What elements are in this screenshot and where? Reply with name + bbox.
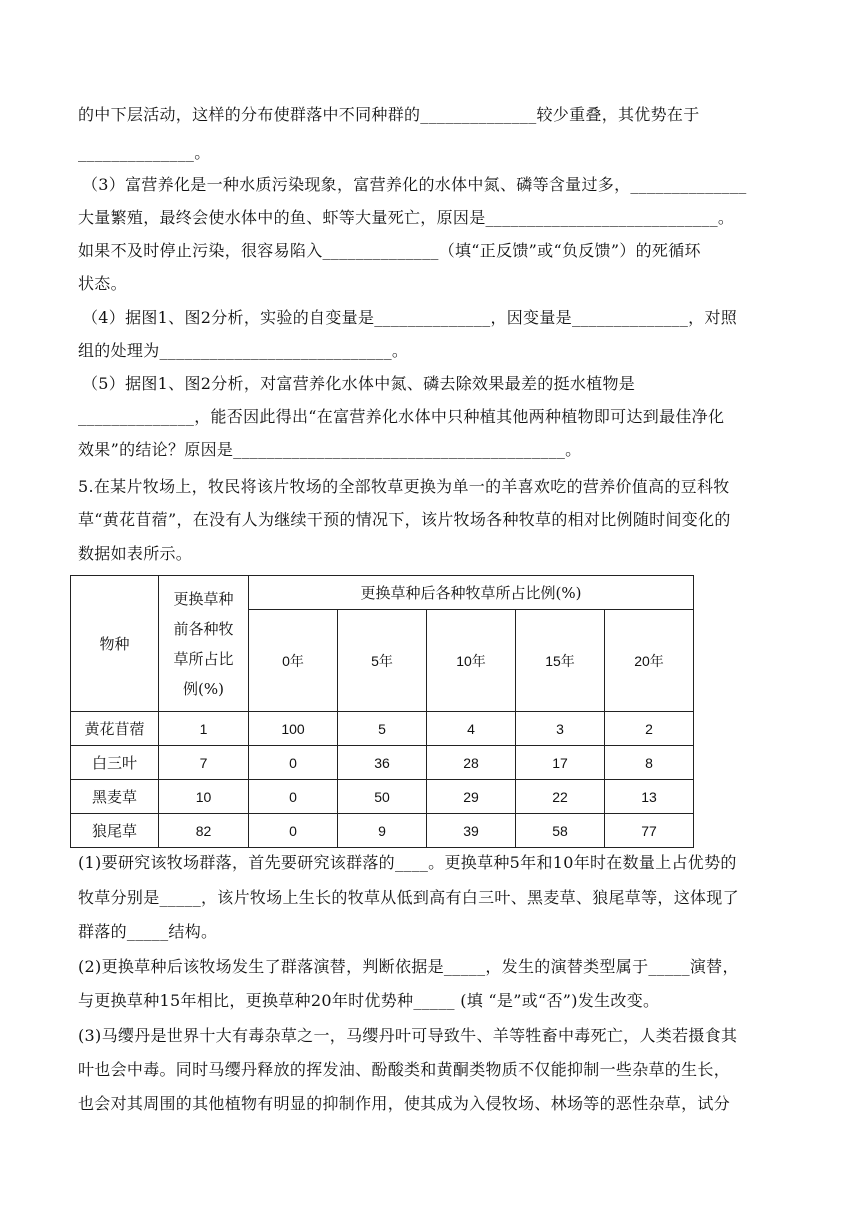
- header-year: 10年: [427, 610, 516, 712]
- question-3-line: (3)马缨丹是世界十大有毒杂草之一，马缨丹叶可导致牛、羊等牲畜中毒死亡，人类若摄食其: [78, 1026, 738, 1045]
- cell-value: 39: [427, 814, 516, 848]
- table-row: [71, 780, 694, 814]
- cell-value: 17: [516, 746, 605, 780]
- cell-value: 5: [338, 712, 427, 746]
- text-line: 也会对其周围的其他植物有明显的抑制作用，使其成为入侵牧场、林场等的恶性杂草，试分: [78, 1094, 731, 1113]
- cell-value: 8: [605, 746, 694, 780]
- cell-value: 0: [249, 780, 338, 814]
- text-line: 数据如表所示。: [78, 544, 193, 563]
- question-1-line: (1)要研究该牧场群落，首先要研究该群落的____。更换草种5年和10年时在数量上占优势的: [78, 853, 737, 872]
- text-line: 群落的_____结构。: [78, 922, 218, 941]
- cell-pre: 1: [159, 712, 249, 746]
- cell-value: 9: [338, 814, 427, 848]
- species-name: 黄花苜蓿: [71, 712, 159, 746]
- text-line: 组的处理为____________________________。: [78, 341, 409, 360]
- header-after-proportion: 更换草种后各种牧草所占比例(%): [249, 576, 694, 610]
- header-species: 物种: [71, 576, 159, 712]
- species-name: 黑麦草: [71, 780, 159, 814]
- cell-value: 0: [249, 814, 338, 848]
- text-line: 草“黄花苜蓿”，在没有人为继续干预的情况下，该片牧场各种牧草的相对比例随时间变化的: [78, 510, 731, 529]
- cell-pre: 7: [159, 746, 249, 780]
- text-line: ______________。: [78, 143, 211, 162]
- text-line: 牧草分别是_____，该片牧场上生长的牧草从低到高有白三叶、黑麦草、狼尾草等，这体现了: [78, 888, 739, 907]
- table-row: [71, 746, 694, 780]
- table-row: [71, 712, 694, 746]
- cell-value: 22: [516, 780, 605, 814]
- header-year: 0年: [249, 610, 338, 712]
- problem-5-line: 5.在某片牧场上，牧民将该片牧场的全部牧草更换为单一的羊喜欢吃的营养价值高的豆科牧: [78, 477, 730, 496]
- cell-value: 58: [516, 814, 605, 848]
- question-2-line: (2)更换草种后该牧场发生了群落演替，判断依据是_____，发生的演替类型属于_____演替，: [78, 957, 739, 976]
- table-row: [71, 814, 694, 848]
- header-year: 15年: [516, 610, 605, 712]
- header-pre-proportion: 更换草种 前各种牧 草所占比 例(%): [159, 576, 249, 712]
- grass-proportion-table: [70, 575, 694, 848]
- text-line: 状态。: [78, 274, 127, 293]
- cell-value: 2: [605, 712, 694, 746]
- cell-value: 36: [338, 746, 427, 780]
- cell-value: 28: [427, 746, 516, 780]
- text-line: 的中下层活动，这样的分布使群落中不同种群的______________较少重叠，其优势在于: [78, 105, 700, 124]
- header-year: 20年: [605, 610, 694, 712]
- cell-pre: 82: [159, 814, 249, 848]
- text-line: 与更换草种15年相比，更换草种20年时优势种_____ (填 “是”或“否”)发生改变。: [78, 991, 660, 1010]
- text-line: 大量繁殖，最终会使水体中的鱼、虾等大量死亡，原因是____________________________。: [78, 208, 735, 227]
- cell-value: 77: [605, 814, 694, 848]
- question-5-line: （5）据图1、图2分析，对富营养化水体中氮、磷去除效果最差的挺水植物是: [82, 374, 636, 393]
- species-name: 白三叶: [71, 746, 159, 780]
- header-year: 5年: [338, 610, 427, 712]
- cell-value: 29: [427, 780, 516, 814]
- cell-pre: 10: [159, 780, 249, 814]
- species-name: 狼尾草: [71, 814, 159, 848]
- cell-value: 3: [516, 712, 605, 746]
- cell-value: 4: [427, 712, 516, 746]
- cell-value: 0: [249, 746, 338, 780]
- cell-value: 13: [605, 780, 694, 814]
- question-4-line: （4）据图1、图2分析，实验的自变量是______________，因变量是______________，对照: [82, 308, 738, 327]
- question-3-line: （3）富营养化是一种水质污染现象，富营养化的水体中氮、磷等含量过多，______________: [82, 175, 747, 194]
- text-line: 如果不及时停止污染，很容易陷入______________（填“正反馈”或“负反馈”）的死循环: [78, 241, 701, 260]
- text-line: ______________，能否因此得出“在富营养化水体中只种植其他两种植物即可达到最佳净化: [78, 407, 725, 426]
- text-line: 叶也会中毒。同时马缨丹释放的挥发油、酚酸类和黄酮类物质不仅能抑制一些杂草的生长，: [78, 1060, 731, 1079]
- cell-value: 100: [249, 712, 338, 746]
- cell-value: 50: [338, 780, 427, 814]
- text-line: 效果”的结论？原因是________________________________________。: [78, 440, 582, 459]
